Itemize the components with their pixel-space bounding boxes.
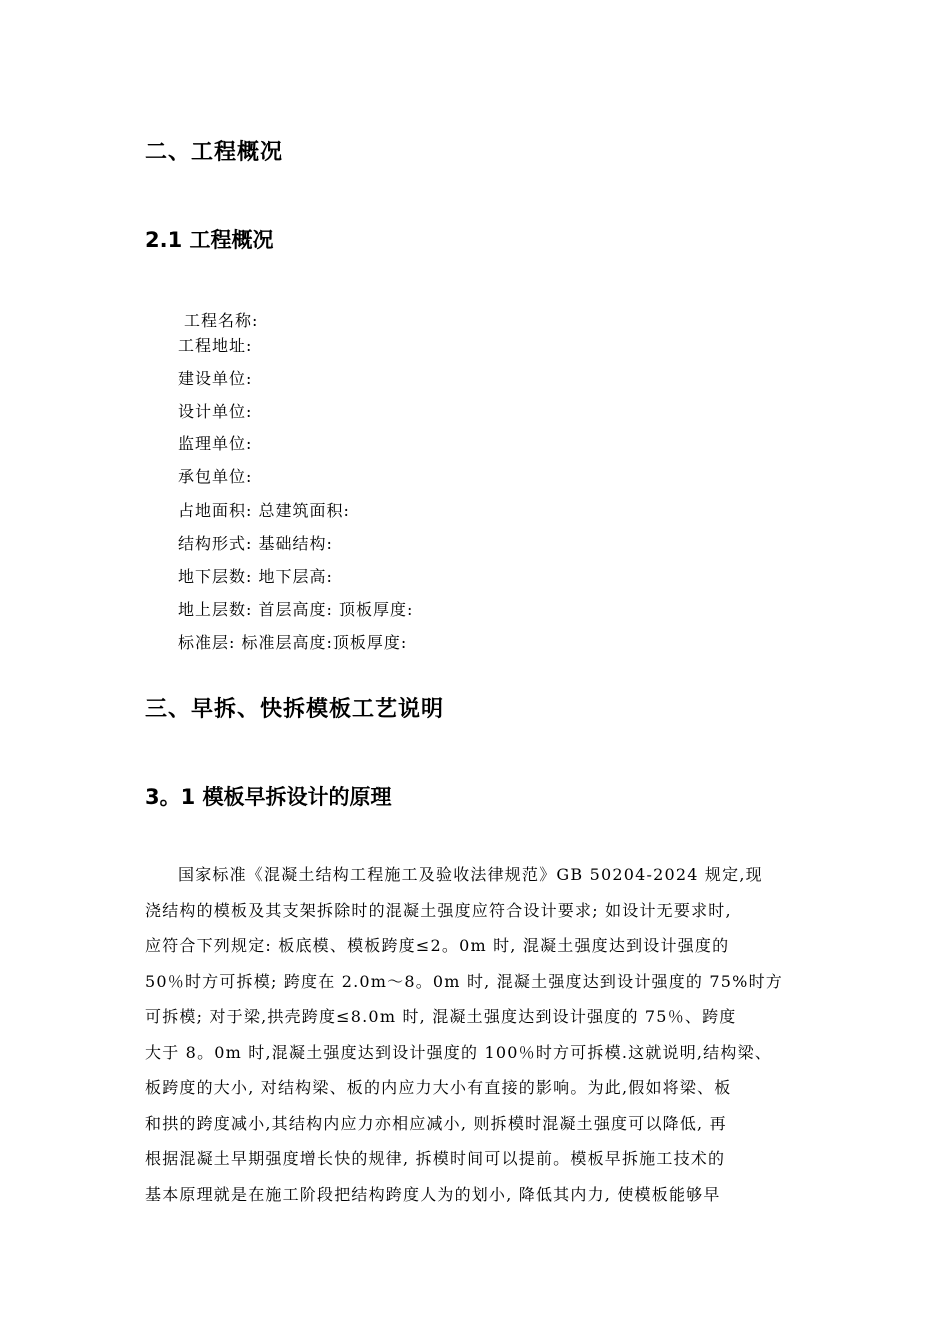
field-structure-type: 结构形式: 基础结构:	[178, 534, 333, 553]
field-land-area: 占地面积: 总建筑面积:	[178, 501, 350, 520]
section-3-1-heading: 3。1 模板早拆设计的原理	[145, 785, 392, 809]
field-standard-floor: 标准层: 标准层高度:顶板厚度:	[178, 633, 408, 652]
field-design-unit: 设计单位:	[178, 402, 253, 421]
field-above-ground-floors: 地上层数: 首层高度: 顶板厚度:	[178, 600, 414, 619]
section-2-1-heading: 2.1 工程概况	[145, 228, 274, 252]
paragraph-line: 大于 8。0m 时,混凝土强度达到设计强度的 100％时方可拆模.这就说明,结构梁、	[145, 1043, 772, 1062]
paragraph-line: 和拱的跨度减小,其结构内应力亦相应减小, 则拆模时混凝土强度可以降低, 再	[145, 1114, 727, 1133]
field-project-address: 工程地址:	[178, 336, 253, 355]
paragraph-line: 板跨度的大小, 对结构梁、板的内应力大小有直接的影响。为此,假如将梁、板	[145, 1078, 732, 1097]
paragraph-line: 可拆模; 对于梁,拱壳跨度≤8.0m 时, 混凝土强度达到设计强度的 75％、跨度	[145, 1007, 737, 1026]
paragraph-line: 应符合下列规定: 板底模、模板跨度≤2。0m 时, 混凝土强度达到设计强度的	[145, 936, 730, 955]
section-2-heading: 二、工程概况	[145, 140, 284, 165]
paragraph-line: 50％时方可拆模; 跨度在 2.0m～8。0m 时, 混凝土强度达到设计强度的 75%时方	[145, 972, 783, 991]
section-3-heading: 三、早拆、快拆模板工艺说明	[145, 697, 445, 722]
field-supervision-unit: 监理单位:	[178, 434, 253, 453]
field-construction-unit: 建设单位:	[178, 369, 253, 388]
paragraph-line: 浇结构的模板及其支架拆除时的混凝土强度应符合设计要求; 如设计无要求时,	[145, 901, 732, 920]
field-contractor: 承包单位:	[178, 467, 253, 486]
field-underground-floors: 地下层数: 地下层高:	[178, 567, 333, 586]
paragraph-line: 国家标准《混凝土结构工程施工及验收法律规范》GB 50204-2024 规定,现	[178, 865, 763, 884]
paragraph-line: 基本原理就是在施工阶段把结构跨度人为的划小, 降低其内力, 使模板能够早	[145, 1185, 721, 1204]
paragraph-line: 根据混凝土早期强度增长快的规律, 拆模时间可以提前。模板早拆施工技术的	[145, 1149, 726, 1168]
field-project-name: 工程名称:	[184, 311, 259, 330]
